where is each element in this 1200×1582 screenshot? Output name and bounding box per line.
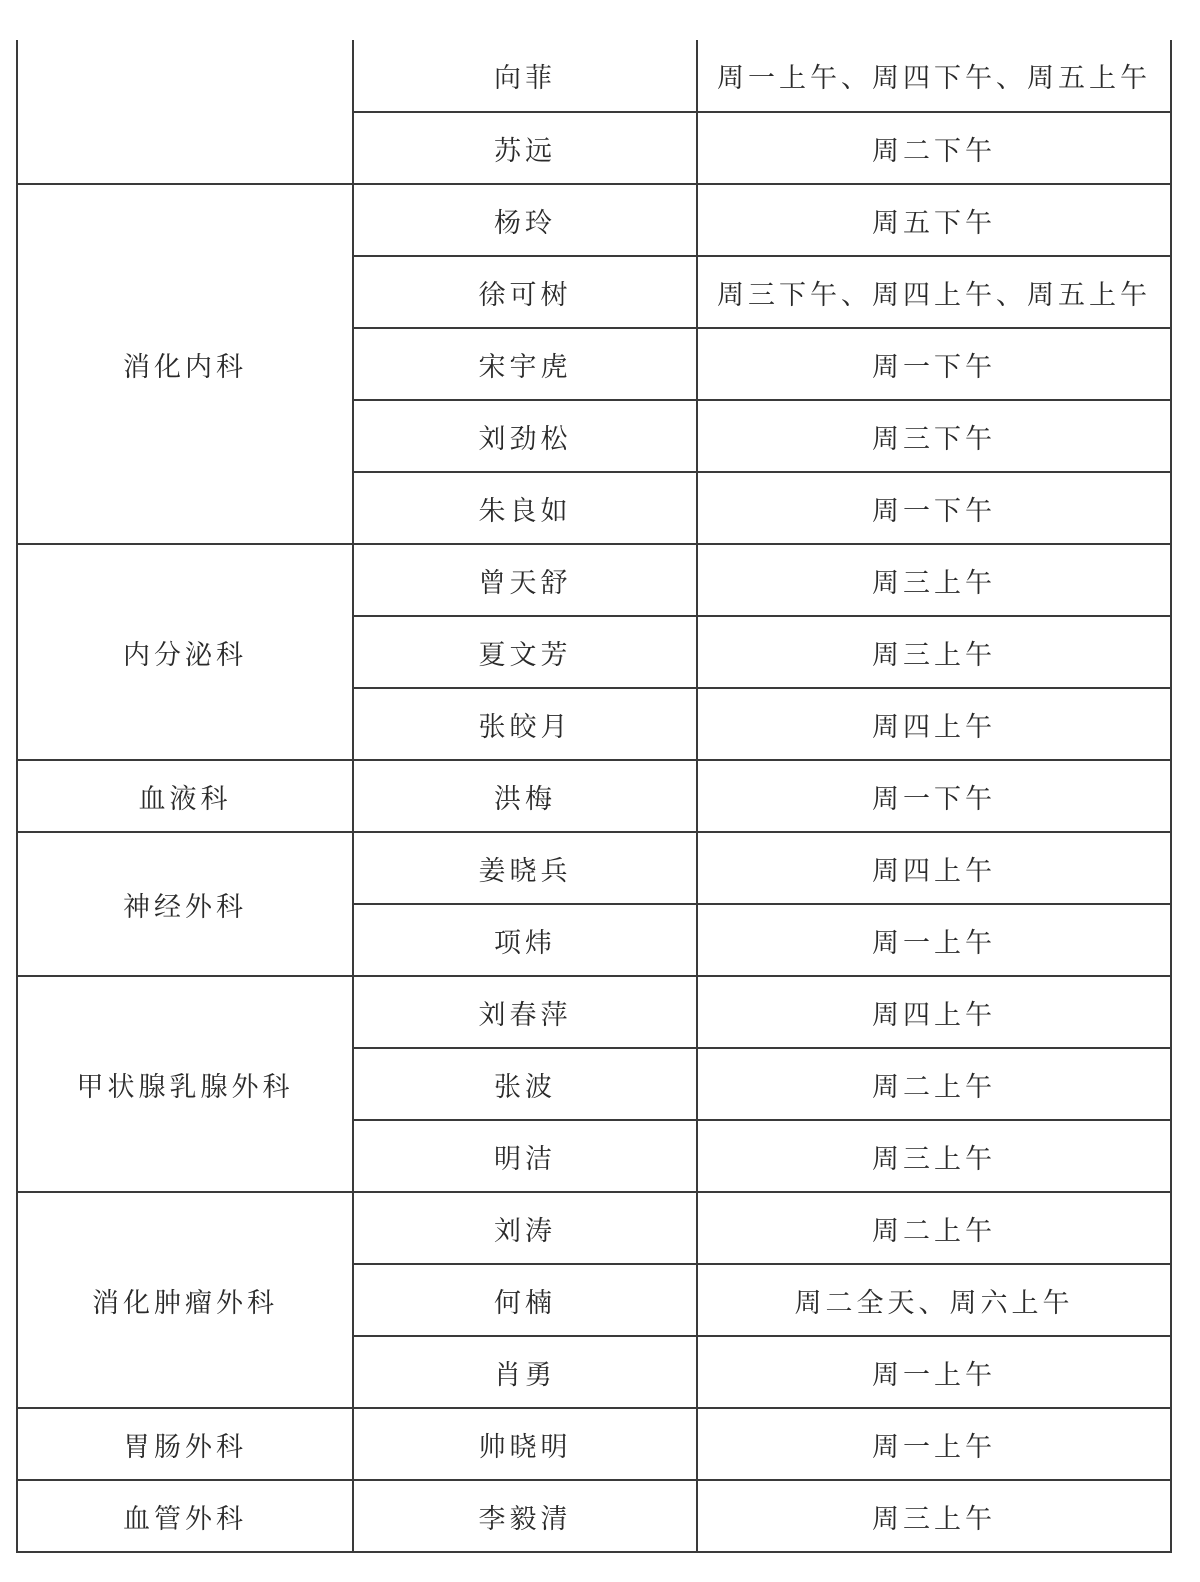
table-row [17, 1192, 1171, 1264]
schedule-time-cell: 周一下午 [697, 760, 1171, 832]
schedule-time-cell: 周三下午、周四上午、周五上午 [697, 256, 1171, 328]
doctor-cell: 向菲 [353, 40, 697, 112]
department-cell: 甲状腺乳腺外科 [17, 976, 353, 1192]
schedule-time-cell: 周二下午 [697, 112, 1171, 184]
doctor-cell: 项炜 [353, 904, 697, 976]
schedule-time-cell: 周二上午 [697, 1048, 1171, 1120]
doctor-cell: 张波 [353, 1048, 697, 1120]
schedule-time-cell: 周二上午 [697, 1192, 1171, 1264]
department-cell: 血管外科 [17, 1480, 353, 1552]
schedule-body [17, 40, 1171, 1552]
schedule-time-cell: 周一上午 [697, 904, 1171, 976]
doctor-cell: 徐可树 [353, 256, 697, 328]
table-row [17, 184, 1171, 256]
department-cell: 内分泌科 [17, 544, 353, 760]
schedule-time-cell: 周三上午 [697, 1480, 1171, 1552]
schedule-time-cell: 周三上午 [697, 1120, 1171, 1192]
doctor-cell: 李毅清 [353, 1480, 697, 1552]
schedule-time-cell: 周四上午 [697, 976, 1171, 1048]
doctor-cell: 刘涛 [353, 1192, 697, 1264]
doctor-cell: 明洁 [353, 1120, 697, 1192]
doctor-cell: 朱良如 [353, 472, 697, 544]
doctor-cell: 洪梅 [353, 760, 697, 832]
department-cell: 消化肿瘤外科 [17, 1192, 353, 1408]
schedule-time-cell: 周三上午 [697, 616, 1171, 688]
department-cell: 神经外科 [17, 832, 353, 976]
table-row [17, 544, 1171, 616]
doctor-cell: 张皎月 [353, 688, 697, 760]
schedule-time-cell: 周五下午 [697, 184, 1171, 256]
table-row [17, 832, 1171, 904]
schedule-time-cell: 周三上午 [697, 544, 1171, 616]
doctor-cell: 夏文芳 [353, 616, 697, 688]
clinic-schedule-table [16, 40, 1172, 1553]
schedule-time-cell: 周一下午 [697, 328, 1171, 400]
doctor-cell: 刘春萍 [353, 976, 697, 1048]
doctor-cell: 刘劲松 [353, 400, 697, 472]
doctor-cell: 曾天舒 [353, 544, 697, 616]
schedule-time-cell: 周二全天、周六上午 [697, 1264, 1171, 1336]
doctor-cell: 何楠 [353, 1264, 697, 1336]
schedule-time-cell: 周一上午 [697, 1336, 1171, 1408]
schedule-time-cell: 周一上午、周四下午、周五上午 [697, 40, 1171, 112]
doctor-cell: 姜晓兵 [353, 832, 697, 904]
department-cell: 消化内科 [17, 184, 353, 544]
schedule-time-cell: 周一上午 [697, 1408, 1171, 1480]
schedule-time-cell: 周四上午 [697, 688, 1171, 760]
doctor-cell: 肖勇 [353, 1336, 697, 1408]
department-cell: 血液科 [17, 760, 353, 832]
doctor-cell: 宋宇虎 [353, 328, 697, 400]
table-row [17, 40, 1171, 112]
schedule-time-cell: 周三下午 [697, 400, 1171, 472]
department-cell [17, 40, 353, 184]
schedule-time-cell: 周一下午 [697, 472, 1171, 544]
doctor-cell: 苏远 [353, 112, 697, 184]
table-row [17, 1480, 1171, 1552]
table-row [17, 1408, 1171, 1480]
table-row [17, 976, 1171, 1048]
schedule-time-cell: 周四上午 [697, 832, 1171, 904]
doctor-cell: 杨玲 [353, 184, 697, 256]
table-row [17, 760, 1171, 832]
doctor-cell: 帅晓明 [353, 1408, 697, 1480]
department-cell: 胃肠外科 [17, 1408, 353, 1480]
